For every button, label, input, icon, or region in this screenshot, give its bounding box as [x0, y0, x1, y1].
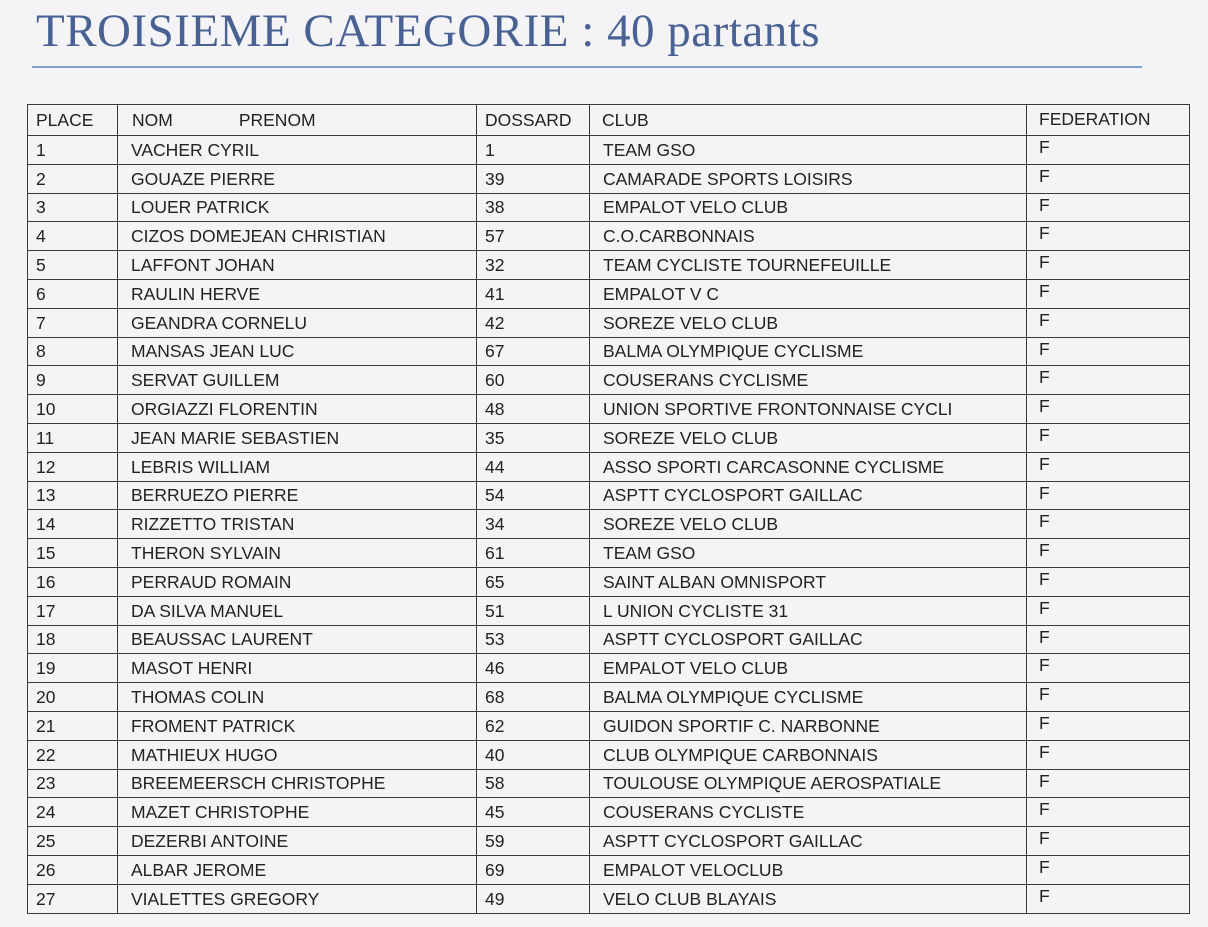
table-row [28, 337, 1190, 366]
name-cell: MANSAS JEAN LUC [118, 337, 477, 366]
table-row [28, 279, 1190, 308]
dossard-cell: 53 [477, 625, 590, 654]
place-cell: 24 [28, 798, 118, 827]
name-cell: JEAN MARIE SEBASTIEN [118, 423, 477, 452]
place-cell: 2 [28, 164, 118, 193]
federation-cell: F [1027, 769, 1190, 798]
club-cell: SAINT ALBAN OMNISPORT [590, 567, 1027, 596]
club-cell: ASSO SPORTI CARCASONNE CYCLISME [590, 452, 1027, 481]
club-cell: UNION SPORTIVE FRONTONNAISE CYCLI [590, 395, 1027, 424]
federation-cell: F [1027, 855, 1190, 884]
club-cell: VELO CLUB BLAYAIS [590, 884, 1027, 913]
table-row [28, 164, 1190, 193]
table-row [28, 510, 1190, 539]
table-row [28, 481, 1190, 510]
club-cell: TEAM GSO [590, 136, 1027, 165]
place-cell: 8 [28, 337, 118, 366]
name-cell: RIZZETTO TRISTAN [118, 510, 477, 539]
place-cell: 19 [28, 654, 118, 683]
table-row [28, 308, 1190, 337]
federation-cell: F [1027, 423, 1190, 452]
federation-cell: F [1027, 193, 1190, 222]
title-underline [32, 66, 1142, 68]
table-row [28, 798, 1190, 827]
place-cell: 11 [28, 423, 118, 452]
dossard-cell: 38 [477, 193, 590, 222]
table-row [28, 769, 1190, 798]
header-prenom: PRENOM [238, 110, 316, 130]
place-cell: 20 [28, 683, 118, 712]
federation-cell: F [1027, 164, 1190, 193]
table-row [28, 193, 1190, 222]
dossard-cell: 69 [477, 855, 590, 884]
name-cell: THERON SYLVAIN [118, 539, 477, 568]
name-cell: MAZET CHRISTOPHE [118, 798, 477, 827]
name-cell: CIZOS DOMEJEAN CHRISTIAN [118, 222, 477, 251]
header-club: CLUB [590, 105, 1027, 136]
federation-cell: F [1027, 827, 1190, 856]
table-row [28, 222, 1190, 251]
table-row [28, 539, 1190, 568]
table-row [28, 366, 1190, 395]
federation-cell: F [1027, 337, 1190, 366]
table-row [28, 395, 1190, 424]
federation-cell: F [1027, 567, 1190, 596]
federation-cell: F [1027, 251, 1190, 280]
place-cell: 17 [28, 596, 118, 625]
name-cell: LAFFONT JOHAN [118, 251, 477, 280]
table-row [28, 423, 1190, 452]
federation-cell: F [1027, 510, 1190, 539]
club-cell: EMPALOT VELO CLUB [590, 654, 1027, 683]
club-cell: ASPTT CYCLOSPORT GAILLAC [590, 625, 1027, 654]
table-row [28, 596, 1190, 625]
place-cell: 21 [28, 711, 118, 740]
table-row [28, 884, 1190, 913]
club-cell: BALMA OLYMPIQUE CYCLISME [590, 337, 1027, 366]
federation-cell: F [1027, 884, 1190, 913]
federation-cell: F [1027, 279, 1190, 308]
federation-cell: F [1027, 452, 1190, 481]
club-cell: CLUB OLYMPIQUE CARBONNAIS [590, 740, 1027, 769]
dossard-cell: 42 [477, 308, 590, 337]
club-cell: SOREZE VELO CLUB [590, 510, 1027, 539]
club-cell: COUSERANS CYCLISTE [590, 798, 1027, 827]
dossard-cell: 1 [477, 136, 590, 165]
place-cell: 4 [28, 222, 118, 251]
table-row [28, 740, 1190, 769]
name-cell: THOMAS COLIN [118, 683, 477, 712]
place-cell: 3 [28, 193, 118, 222]
club-cell: C.O.CARBONNAIS [590, 222, 1027, 251]
name-cell: LOUER PATRICK [118, 193, 477, 222]
dossard-cell: 39 [477, 164, 590, 193]
place-cell: 5 [28, 251, 118, 280]
club-cell: SOREZE VELO CLUB [590, 423, 1027, 452]
name-cell: VIALETTES GREGORY [118, 884, 477, 913]
name-cell: MATHIEUX HUGO [118, 740, 477, 769]
dossard-cell: 67 [477, 337, 590, 366]
name-cell: RAULIN HERVE [118, 279, 477, 308]
dossard-cell: 60 [477, 366, 590, 395]
federation-cell: F [1027, 740, 1190, 769]
club-cell: TEAM CYCLISTE TOURNEFEUILLE [590, 251, 1027, 280]
name-cell: PERRAUD ROMAIN [118, 567, 477, 596]
name-cell: SERVAT GUILLEM [118, 366, 477, 395]
place-cell: 15 [28, 539, 118, 568]
dossard-cell: 61 [477, 539, 590, 568]
table-row [28, 654, 1190, 683]
place-cell: 13 [28, 481, 118, 510]
dossard-cell: 65 [477, 567, 590, 596]
name-cell: BERRUEZO PIERRE [118, 481, 477, 510]
header-nom-prenom [118, 105, 477, 136]
club-cell: ASPTT CYCLOSPORT GAILLAC [590, 827, 1027, 856]
federation-cell: F [1027, 395, 1190, 424]
name-cell: GEANDRA CORNELU [118, 308, 477, 337]
place-cell: 1 [28, 136, 118, 165]
federation-cell: F [1027, 596, 1190, 625]
place-cell: 6 [28, 279, 118, 308]
dossard-cell: 62 [477, 711, 590, 740]
table-row [28, 827, 1190, 856]
dossard-cell: 41 [477, 279, 590, 308]
federation-cell: F [1027, 711, 1190, 740]
federation-cell: F [1027, 481, 1190, 510]
club-cell: TOULOUSE OLYMPIQUE AEROSPATIALE [590, 769, 1027, 798]
table-header-row [28, 105, 1190, 136]
place-cell: 27 [28, 884, 118, 913]
club-cell: BALMA OLYMPIQUE CYCLISME [590, 683, 1027, 712]
dossard-cell: 68 [477, 683, 590, 712]
federation-cell: F [1027, 625, 1190, 654]
dossard-cell: 54 [477, 481, 590, 510]
club-cell: EMPALOT VELOCLUB [590, 855, 1027, 884]
name-cell: LEBRIS WILLIAM [118, 452, 477, 481]
table-row [28, 136, 1190, 165]
place-cell: 25 [28, 827, 118, 856]
dossard-cell: 45 [477, 798, 590, 827]
header-nom: NOM [132, 110, 173, 130]
club-cell: ASPTT CYCLOSPORT GAILLAC [590, 481, 1027, 510]
place-cell: 22 [28, 740, 118, 769]
table-row [28, 855, 1190, 884]
dossard-cell: 51 [477, 596, 590, 625]
dossard-cell: 46 [477, 654, 590, 683]
dossard-cell: 58 [477, 769, 590, 798]
header-federation: FEDERATION [1027, 105, 1190, 136]
place-cell: 9 [28, 366, 118, 395]
dossard-cell: 35 [477, 423, 590, 452]
name-cell: MASOT HENRI [118, 654, 477, 683]
name-cell: FROMENT PATRICK [118, 711, 477, 740]
federation-cell: F [1027, 366, 1190, 395]
dossard-cell: 44 [477, 452, 590, 481]
place-cell: 10 [28, 395, 118, 424]
place-cell: 16 [28, 567, 118, 596]
table-row [28, 567, 1190, 596]
table-row [28, 625, 1190, 654]
federation-cell: F [1027, 308, 1190, 337]
federation-cell: F [1027, 136, 1190, 165]
name-cell: DA SILVA MANUEL [118, 596, 477, 625]
place-cell: 23 [28, 769, 118, 798]
name-cell: ORGIAZZI FLORENTIN [118, 395, 477, 424]
club-cell: COUSERANS CYCLISME [590, 366, 1027, 395]
federation-cell: F [1027, 683, 1190, 712]
table-row [28, 452, 1190, 481]
club-cell: L UNION CYCLISTE 31 [590, 596, 1027, 625]
dossard-cell: 34 [477, 510, 590, 539]
federation-cell: F [1027, 539, 1190, 568]
dossard-cell: 40 [477, 740, 590, 769]
header-dossard: DOSSARD [477, 105, 590, 136]
table-row [28, 251, 1190, 280]
name-cell: BREEMEERSCH CHRISTOPHE [118, 769, 477, 798]
club-cell: SOREZE VELO CLUB [590, 308, 1027, 337]
name-cell: VACHER CYRIL [118, 136, 477, 165]
federation-cell: F [1027, 222, 1190, 251]
dossard-cell: 48 [477, 395, 590, 424]
place-cell: 7 [28, 308, 118, 337]
place-cell: 12 [28, 452, 118, 481]
dossard-cell: 57 [477, 222, 590, 251]
table-row [28, 683, 1190, 712]
club-cell: EMPALOT V C [590, 279, 1027, 308]
place-cell: 26 [28, 855, 118, 884]
dossard-cell: 49 [477, 884, 590, 913]
dossard-cell: 32 [477, 251, 590, 280]
name-cell: BEAUSSAC LAURENT [118, 625, 477, 654]
header-place: PLACE [28, 105, 118, 136]
place-cell: 14 [28, 510, 118, 539]
dossard-cell: 59 [477, 827, 590, 856]
club-cell: GUIDON SPORTIF C. NARBONNE [590, 711, 1027, 740]
name-cell: ALBAR JEROME [118, 855, 477, 884]
name-cell: GOUAZE PIERRE [118, 164, 477, 193]
name-cell: DEZERBI ANTOINE [118, 827, 477, 856]
table-row [28, 711, 1190, 740]
results-body [28, 136, 1190, 914]
federation-cell: F [1027, 654, 1190, 683]
place-cell: 18 [28, 625, 118, 654]
results-table [27, 104, 1190, 914]
club-cell: CAMARADE SPORTS LOISIRS [590, 164, 1027, 193]
page-title: TROISIEME CATEGORIE : 40 partants [36, 5, 821, 57]
club-cell: EMPALOT VELO CLUB [590, 193, 1027, 222]
club-cell: TEAM GSO [590, 539, 1027, 568]
federation-cell: F [1027, 798, 1190, 827]
